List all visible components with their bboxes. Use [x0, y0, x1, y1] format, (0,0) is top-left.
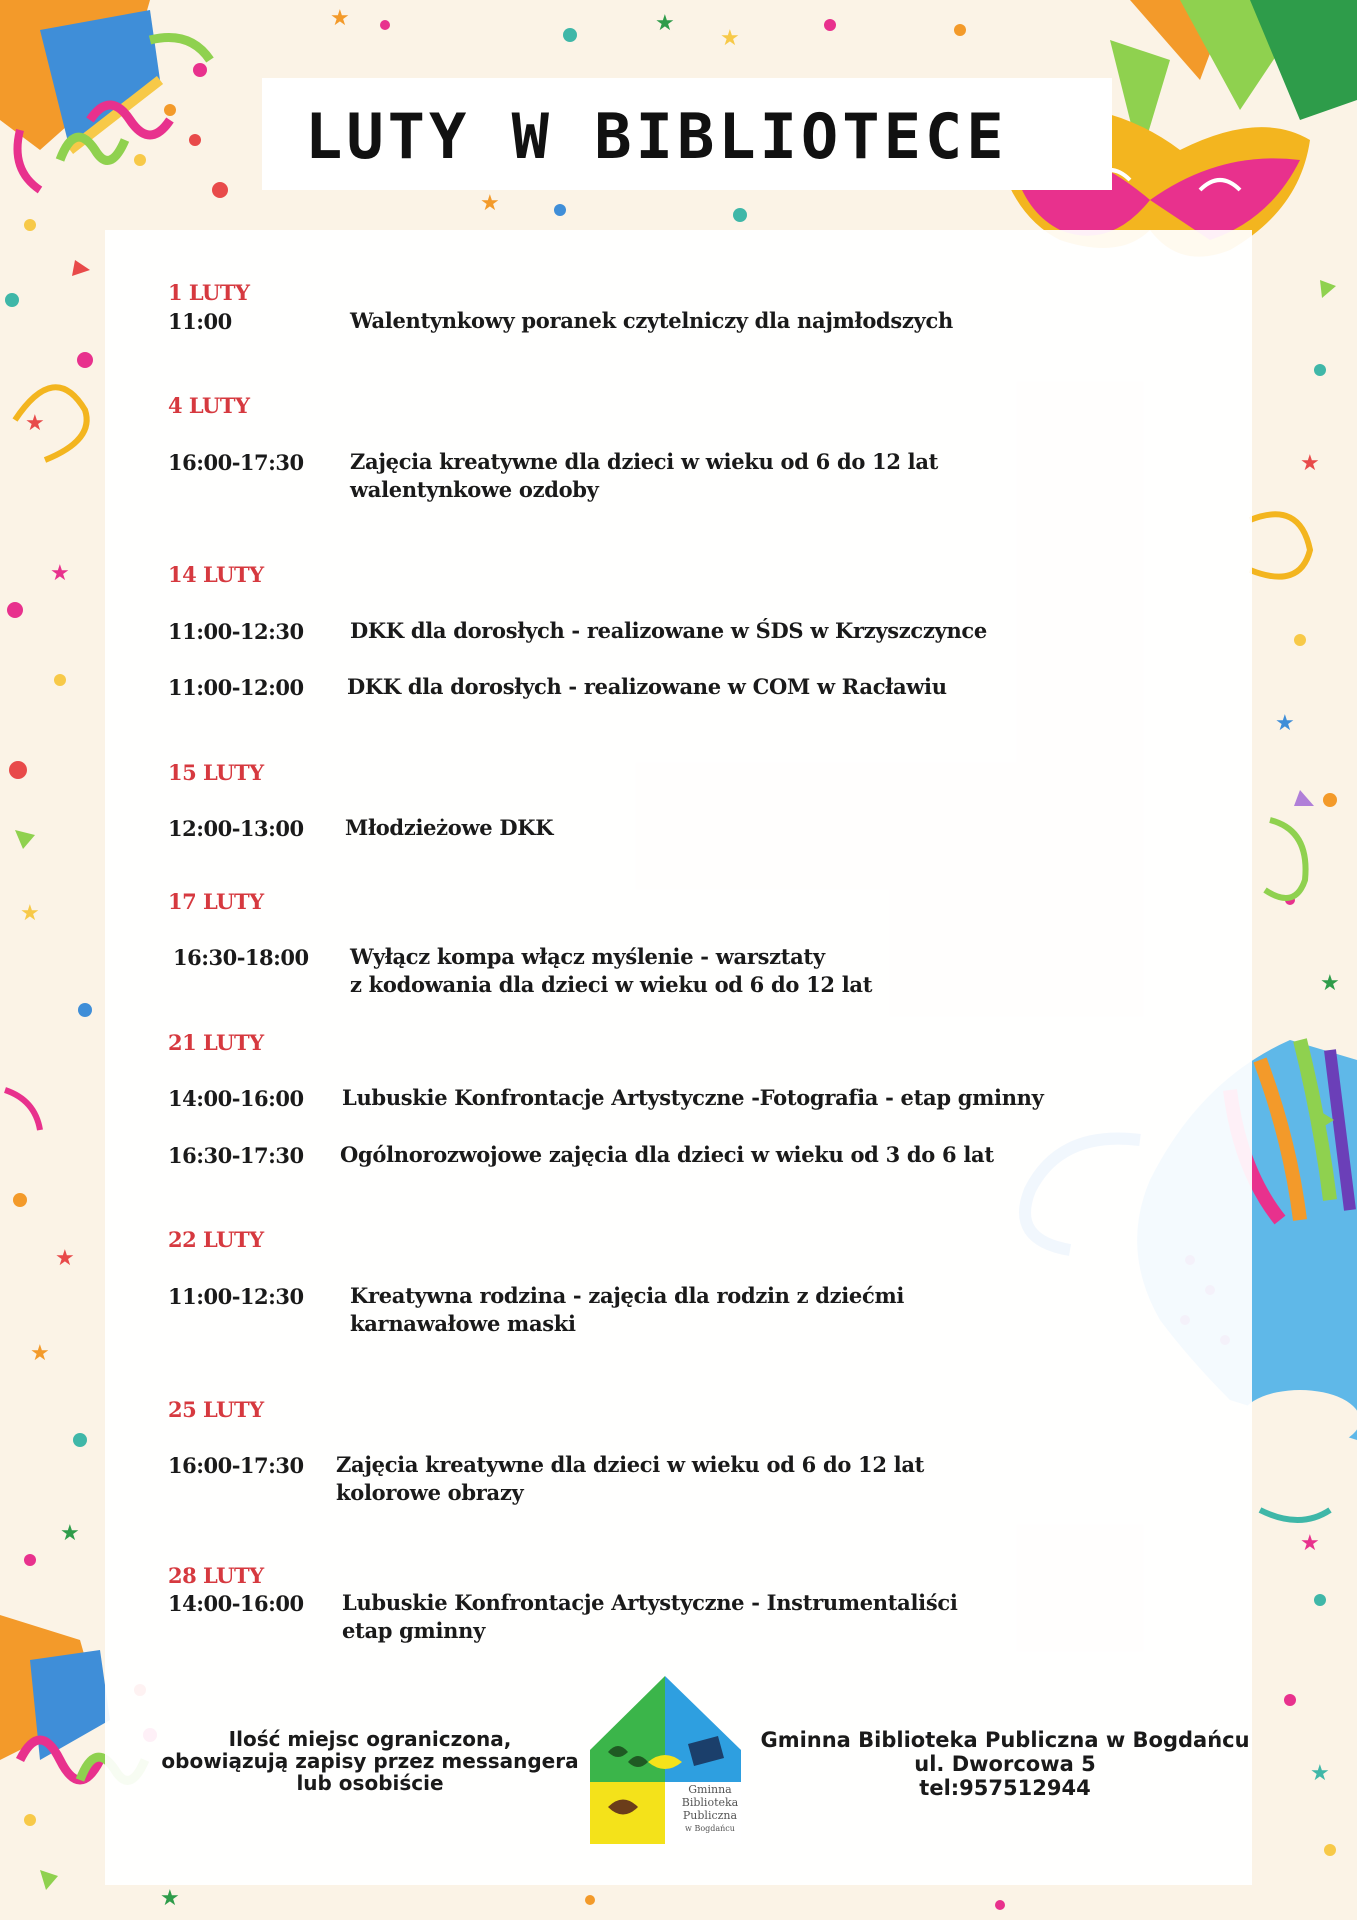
schedule-date: 21 LUTY: [168, 1030, 264, 1055]
schedule-date: 15 LUTY: [168, 760, 264, 785]
event-time: 11:00-12:30: [168, 619, 304, 644]
svg-text:★: ★: [655, 11, 675, 36]
event-time: 12:00-13:00: [168, 816, 304, 841]
svg-text:★: ★: [1300, 451, 1320, 476]
event-description: DKK dla dorosłych - realizowane w ŚDS w Krzyszczynce: [350, 618, 987, 643]
event-time: 11:00: [168, 309, 232, 334]
schedule-date: 22 LUTY: [168, 1227, 264, 1252]
page-title: LUTY W BIBLIOTECE: [305, 100, 1008, 173]
svg-text:★: ★: [20, 901, 40, 926]
registration-notice: Ilość miejsc ograniczona, obowiązują zapisy przez messangera lub osobiście: [161, 1727, 579, 1795]
event-time: 16:00-17:30: [168, 450, 304, 475]
event-description: Walentynkowy poranek czytelniczy dla najmłodszych: [350, 308, 953, 333]
svg-text:★: ★: [30, 1341, 50, 1366]
svg-text:★: ★: [330, 6, 350, 31]
event-description: Kreatywna rodzina - zajęcia dla rodzin z dziećmi karnawałowe maski: [350, 1283, 905, 1336]
event-time: 14:00-16:00: [168, 1591, 304, 1616]
event-description: Wyłącz kompa włącz myślenie - warsztaty z kodowania dla dzieci w wieku od 6 do 12 lat: [350, 944, 873, 997]
event-description: Zajęcia kreatywne dla dzieci w wieku od 6 do 12 lat kolorowe obrazy: [336, 1452, 925, 1505]
svg-text:★: ★: [480, 191, 500, 216]
schedule-date: 25 LUTY: [168, 1397, 264, 1422]
schedule-date: 28 LUTY: [168, 1563, 264, 1588]
event-description: Lubuskie Konfrontacje Artystyczne - Instrumentaliści etap gminny: [342, 1590, 958, 1643]
svg-text:★: ★: [1300, 1531, 1320, 1556]
event-time: 16:00-17:30: [168, 1453, 304, 1478]
event-description: Lubuskie Konfrontacje Artystyczne -Fotografia - etap gminny: [342, 1085, 1044, 1110]
event-time: 11:00-12:30: [168, 1284, 304, 1309]
schedule-date: 4 LUTY: [168, 393, 250, 418]
library-contact: Gminna Biblioteka Publiczna w Bogdańcu ul. Dworcowa 5 tel:957512944: [760, 1728, 1250, 1800]
event-time: 14:00-16:00: [168, 1086, 304, 1111]
schedule-date: 1 LUTY: [168, 280, 250, 305]
schedule-date: 17 LUTY: [168, 889, 264, 914]
event-description: Zajęcia kreatywne dla dzieci w wieku od 6 do 12 lat walentynkowe ozdoby: [350, 449, 939, 502]
event-time: 16:30-17:30: [168, 1143, 304, 1168]
logo-text: Gminna Biblioteka Publiczna w Bogdańcu: [681, 1783, 739, 1833]
svg-text:★: ★: [1310, 1761, 1330, 1786]
event-description: DKK dla dorosłych - realizowane w COM w Racławiu: [347, 674, 947, 699]
svg-text:★: ★: [50, 561, 70, 586]
event-description: Młodzieżowe DKK: [345, 815, 554, 840]
event-time: 16:30-18:00: [173, 945, 309, 970]
svg-text:★: ★: [1275, 711, 1295, 736]
svg-text:★: ★: [55, 1246, 75, 1271]
svg-text:★: ★: [160, 1886, 180, 1911]
svg-text:★: ★: [60, 1521, 80, 1546]
svg-text:★: ★: [1320, 971, 1340, 996]
svg-text:★: ★: [25, 411, 45, 436]
schedule-date: 14 LUTY: [168, 562, 264, 587]
event-description: Ogólnorozwojowe zajęcia dla dzieci w wieku od 3 do 6 lat: [340, 1142, 994, 1167]
event-time: 11:00-12:00: [168, 675, 304, 700]
svg-text:★: ★: [720, 26, 740, 51]
